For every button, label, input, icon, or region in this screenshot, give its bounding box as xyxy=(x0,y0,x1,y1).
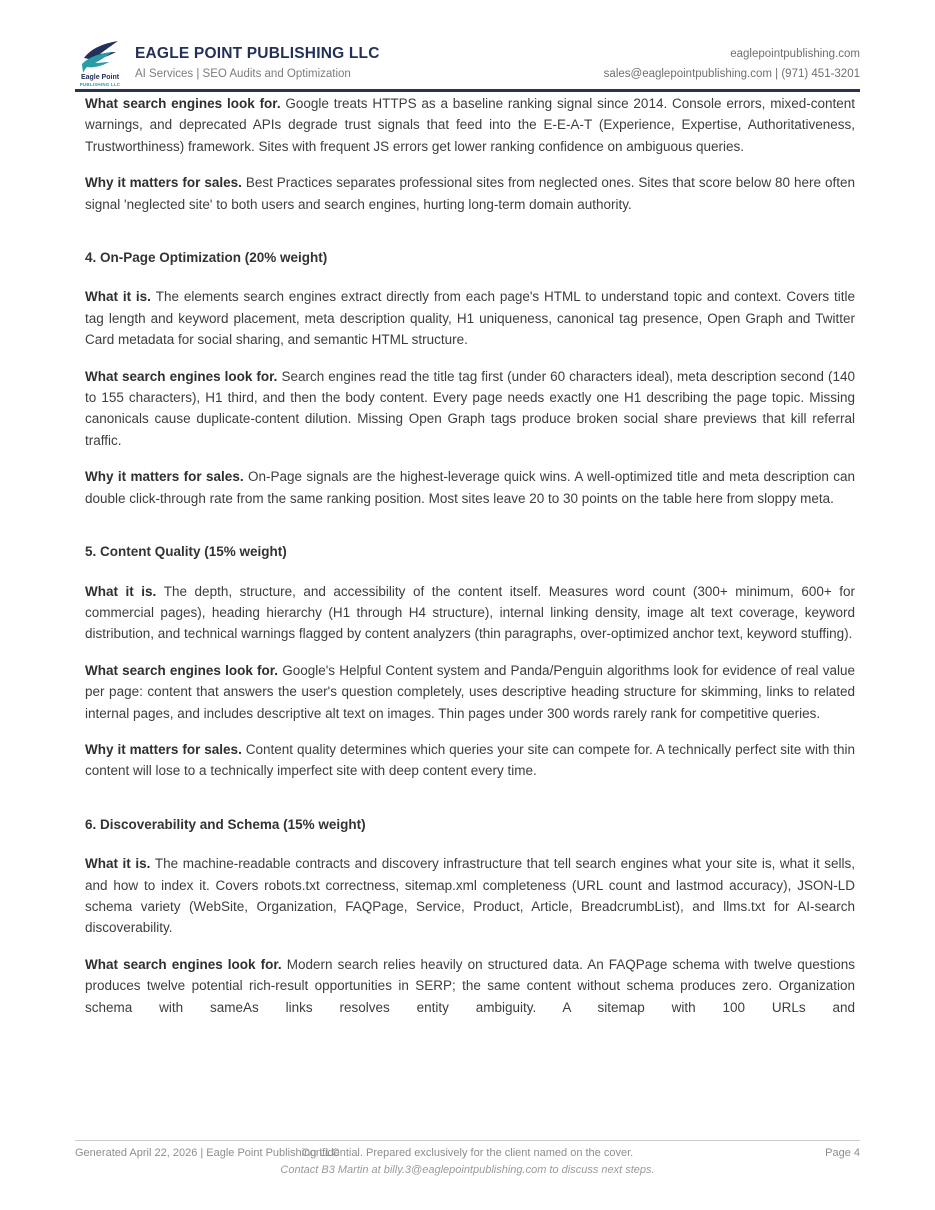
body-paragraph: What it is. The machine-readable contracts and discovery infrastructure that tell search engines what your site is, what it sells, and how to index it. Covers robots.txt correctness, sitemap.xml completeness (URL count and lastmod accuracy), JSON-LD schema variety (WebSite, Organization, FAQPage, Service, Product, Article, BreadcrumbList), and llms.txt for AI-search discoverability. xyxy=(85,856,856,936)
eagle-bird-icon xyxy=(78,38,122,74)
paragraph-lead-in: What search engines look for. xyxy=(85,662,283,678)
header-divider xyxy=(75,89,860,92)
paragraph-lead-in: What it is. xyxy=(85,583,164,599)
body-paragraph: Why it matters for sales. Content quality determines which queries your site can compete for. A technically perfect site with thin content will lose to a technically imperfect site with deep content every time. xyxy=(85,741,855,779)
body-paragraph: What it is. The depth, structure, and accessibility of the content itself. Measures word count (300+ minimum, 600+ for commercial pages), heading hierarchy (H1 through H4 structure), internal linking density, image alt text coverage, keyword distribution, and technical warnings flagged by content analyzers (thin paragraphs, over-optimized anchor text, keyword stuffing). xyxy=(85,583,855,642)
body-paragraph: What search engines look for. Google's Helpful Content system and Panda/Penguin algorithms look for evidence of real value per page: content that answers the user's question completely, uses descriptive heading structure for skimming, links to related internal pages, and includes descriptive alt text on images. Thin pages under 300 words rarely rank for competitive queries. xyxy=(85,662,855,721)
company-name: EAGLE POINT PUBLISHING LLC xyxy=(135,45,380,62)
body-paragraph: Why it matters for sales. Best Practices separates professional sites from neglected ones. Sites that score below 80 here often signal 'neglected site' to both users and search engines, hurting long-term domain authority. xyxy=(85,175,855,212)
body-paragraph: Why it matters for sales. On-Page signals are the highest-leverage quick wins. A well-optimized title and meta description can double click-through rate from the same ranking position. Most sites leave 20 to 30 points on the table here from sloppy meta. xyxy=(85,469,855,506)
footer-divider xyxy=(75,1140,860,1141)
body-paragraph: What search engines look for. Search engines read the title tag first (under 60 characters ideal), meta description second (140 to 155 characters), H1 third, and then the body content. Every page needs exactly one H1 describing the page topic. Missing canonicals cause duplicate-content dilution. Missing Open Graph tags produce broken social share previews that kill referral traffic. xyxy=(85,368,855,448)
body-paragraph: What search engines look for. Modern search relies heavily on structured data. An FAQPage schema with twelve questions produces twelve potential rich-result opportunities in SERP; the same content without schema produces zero. Organization schema with sameAs links resolves entity ambiguity. A sitemap with 100 URLs and xyxy=(85,956,855,1015)
section-heading: 4. On-Page Optimization (20% weight) xyxy=(85,250,328,266)
footer-contact-text: Contact B3 Martin at billy.3@eaglepointpublishing.com to discuss next steps. xyxy=(280,1164,655,1176)
body-paragraph: What it is. The elements search engines extract directly from each page's HTML to understand topic and context. Covers title tag length and keyword placement, meta description quality, H1 uniqueness, canonical tag presence, Open Graph and Twitter Card metadata for social sharing, and semantic HTML structure. xyxy=(85,289,855,348)
paragraph-lead-in: Why it matters for sales. xyxy=(85,175,246,191)
paragraph-lead-in: Why it matters for sales. xyxy=(85,469,248,485)
footer-page-number: Page 4 xyxy=(825,1147,860,1159)
paragraph-lead-in: What it is. xyxy=(85,289,156,305)
paragraph-lead-in: Why it matters for sales. xyxy=(85,741,246,757)
document-body xyxy=(85,93,855,1018)
company-contact-line: sales@eaglepointpublishing.com | (971) 451-3201 xyxy=(603,68,860,80)
company-identity xyxy=(135,38,380,83)
logo-wordmark-sub: PUBLISHING LLC xyxy=(79,82,121,87)
company-logo xyxy=(75,38,125,88)
header-contact-block xyxy=(604,38,860,83)
section-heading: 6. Discoverability and Schema (15% weight) xyxy=(85,816,366,832)
footer-generated-text: Generated April 22, 2026 | Eagle Point Publishing LLC xyxy=(75,1147,340,1159)
paragraph-lead-in: What it is. xyxy=(85,856,155,872)
section-heading: 5. Content Quality (15% weight) xyxy=(85,544,287,560)
paragraph-lead-in: What search engines look for. xyxy=(85,96,286,111)
body-paragraph: What search engines look for. Google treats HTTPS as a baseline ranking signal since 2014. Console errors, mixed-content warnings, and deprecated APIs degrade trust signals that feed into the E-E-A-T (Experience, Expertise, Authoritativeness, Trustworthiness) framework. Sites with frequent JS errors get lower ranking confidence on ambiguous queries. xyxy=(85,96,855,154)
company-tagline: AI Services | SEO Audits and Optimization xyxy=(135,68,351,80)
logo-wordmark: Eagle Point xyxy=(80,74,120,81)
letterhead-header xyxy=(75,38,860,88)
footer-confidential-text: Confidential. Prepared exclusively for the client named on the cover. xyxy=(301,1147,634,1159)
footer-meta-row xyxy=(75,1146,860,1161)
paragraph-lead-in: What search engines look for. xyxy=(85,956,287,972)
company-website: eaglepointpublishing.com xyxy=(730,48,860,60)
paragraph-lead-in: What search engines look for. xyxy=(85,368,282,384)
